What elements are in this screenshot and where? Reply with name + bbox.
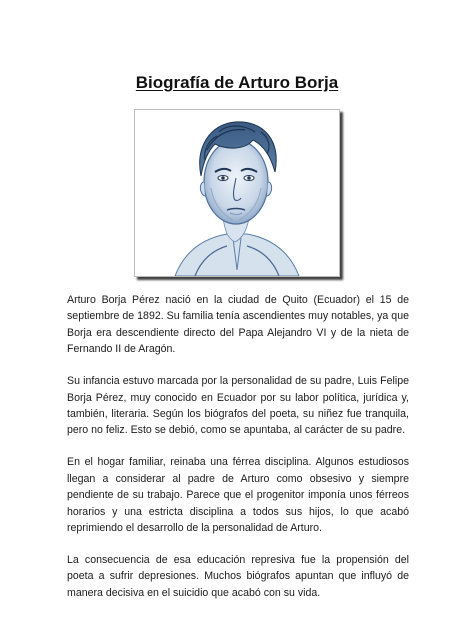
portrait-drawing: [135, 110, 339, 276]
paragraph: Arturo Borja Pérez nació en la ciudad de Quito (Ecuador) el 15 de septiembre de 1892. Su familia tenía ascendientes muy notables, ya que Borja era descendiente directo del Papa Alejandro VI y de la nieta de Fernando II de Aragón.: [67, 294, 409, 356]
document-title: Biografía de Arturo Borja: [135, 73, 339, 92]
paragraph: Su infancia estuvo marcada por la personalidad de su padre, Luis Felipe Borja Pérez, muy conocido en Ecuador por su labor política, jurídica y, también, literaria. Según los biógrafos del poeta, su niñez fue tranquila, pero no feliz. Esto se debió, como se apuntaba, al carácter de su padre.: [67, 375, 409, 437]
portrait-image: [134, 109, 340, 277]
paragraph: En el hogar familiar, reinaba una férrea disciplina. Algunos estudiosos llegan a considerar al padre de Arturo como obsesivo y siempre pendiente de su trabajo. Parece que el progenitor imponía unos férreos horarios y una estricta disciplina a todos sus hijos, lo que acabó reprimiendo el desarrollo de la personalidad de Arturo.: [67, 456, 409, 535]
biography-body: [67, 292, 409, 617]
paragraph: La consecuencia de esa educación represiva fue la propensión del poeta a sufrir depresiones. Muchos biógrafos apuntan que influyó de manera decisiva en el suicidio que acabó con su vida.: [67, 554, 409, 599]
